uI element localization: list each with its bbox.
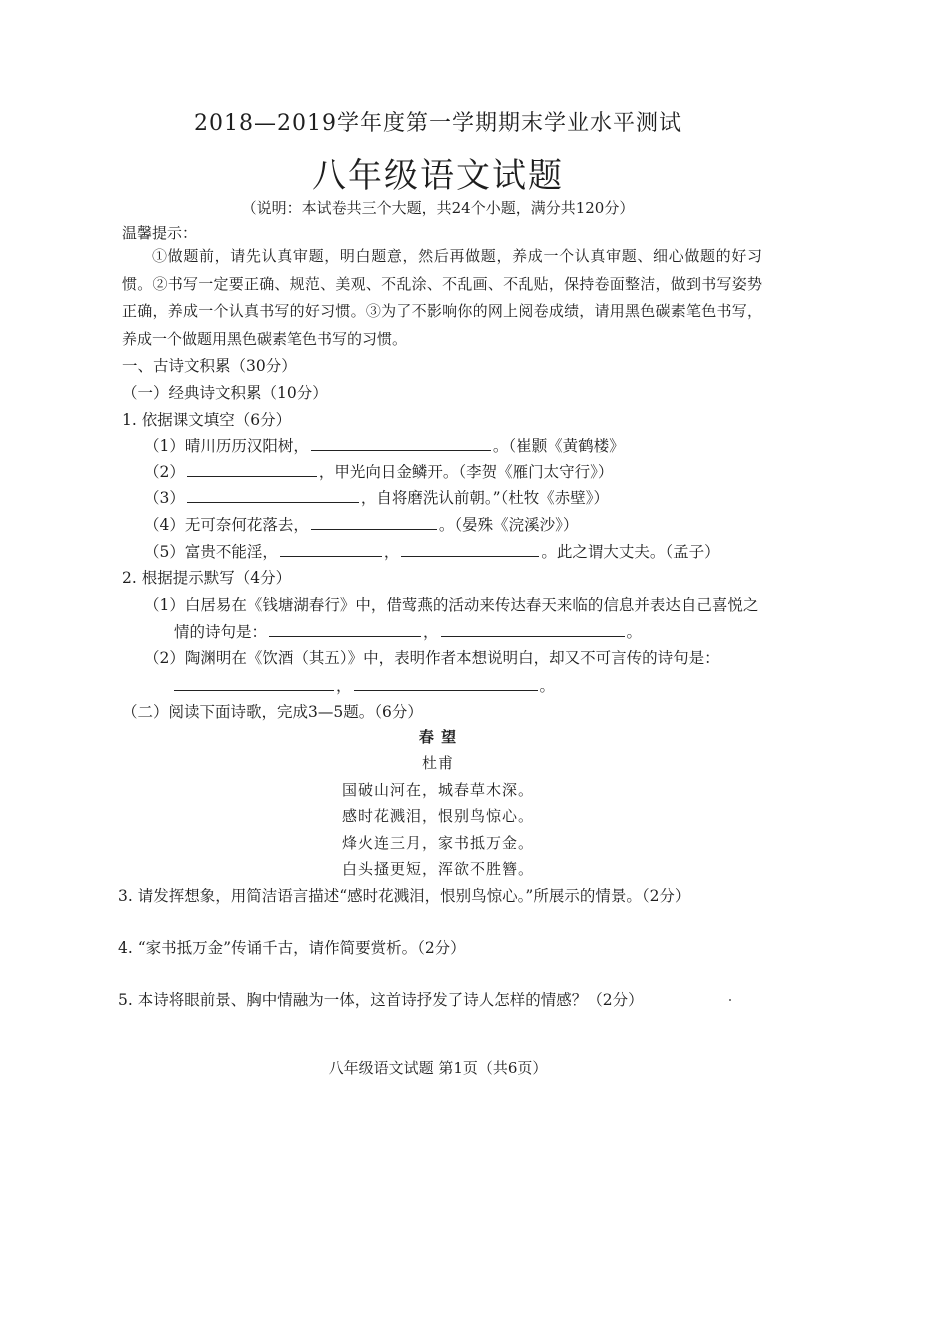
poem-author: 杜甫 [421, 754, 454, 772]
item-number: （2） [144, 463, 185, 481]
poem-line: 国破山河在，城春草木深。 [341, 781, 534, 799]
poem-line: 感时花溅泪，恨别鸟惊心。 [341, 807, 534, 825]
question-2-title: 2. 根据提示默写（4分） [122, 569, 292, 587]
question-1-title: 1. 依据课文填空（6分） [122, 411, 292, 429]
item-text: 情的诗句是： [174, 623, 268, 641]
item-number: （5） [144, 543, 185, 561]
subsection-1-title: （一）经典诗文积累（10分） [122, 384, 328, 402]
item-text: ， [383, 543, 400, 561]
answer-blank[interactable] [280, 540, 382, 557]
question-1-item-5 [144, 540, 720, 562]
answer-blank[interactable] [441, 620, 625, 637]
question-2-item-2-line-2 [172, 674, 555, 696]
subsection-2-title: （二）阅读下面诗歌，完成3—5题。（6分） [122, 703, 423, 721]
answer-blank[interactable] [354, 674, 538, 691]
question-1-item-2 [144, 460, 613, 482]
item-number: （1） [144, 437, 185, 455]
item-text: ，自将磨洗认前朝。”（杜牧《赤壁》） [360, 489, 610, 507]
answer-blank[interactable] [311, 434, 491, 451]
item-text: 晴川历历汉阳树， [184, 437, 309, 455]
exam-main-title: 八年级语文试题 [312, 156, 564, 196]
question-2-item-2-line-1: （2）陶渊明在《饮酒（其五）》中，表明作者本想说明白，却又不可言传的诗句是： [144, 649, 720, 667]
item-text: 。此之谓大丈夫。（孟子） [541, 543, 720, 561]
exam-year-title: 2018—2019学年度第一学期期末学业水平测试 [194, 111, 682, 136]
question-3: 3. 请发挥想象，用简洁语言描述“感时花溅泪，恨别鸟惊心。”所展示的情景。（2分） [118, 887, 691, 905]
page-footer: 八年级语文试题 第1页（共6页） [328, 1059, 548, 1077]
item-text: ， [336, 677, 352, 695]
question-5: 5. 本诗将眼前景、胸中情融为一体，这首诗抒发了诗人怎样的情感？（2分） [118, 991, 644, 1009]
item-text: 无可奈何花落去， [184, 516, 309, 534]
item-text: ，甲光向日金鳞开。（李贺《雁门太守行》） [318, 463, 614, 481]
answer-blank[interactable] [269, 620, 421, 637]
answer-blank[interactable] [311, 513, 437, 530]
poem-line: 白头搔更短，浑欲不胜簪。 [341, 860, 534, 878]
question-2-item-1-line-1: （1）白居易在《钱塘湖春行》中，借莺燕的活动来传达春天来临的信息并表达自己喜悦之 [144, 596, 759, 614]
tips-label: 温馨提示： [122, 224, 198, 242]
poem-line: 烽火连三月，家书抵万金。 [341, 834, 534, 852]
question-2-item-1-line-2 [174, 620, 642, 642]
item-number: （3） [144, 489, 185, 507]
stray-mark [729, 999, 731, 1001]
answer-blank[interactable] [187, 486, 359, 503]
section-1-title: 一、古诗文积累（30分） [122, 357, 297, 375]
item-number: （4） [144, 516, 185, 534]
exam-note: （说明：本试卷共三个大题，共24个小题，满分共120分） [241, 199, 635, 217]
item-text: 。（崔颢《黄鹤楼》 [492, 437, 625, 455]
answer-blank[interactable] [187, 460, 317, 477]
tips-paragraph: ①做题前，请先认真审题，明白题意，然后再做题，养成一个认真审题、细心做题的好习惯。②书写一定要正确、规范、美观、不乱涂、不乱画、不乱贴，保持卷面整洁，做到书写姿势正确，养成一个认真书写的好习惯。③为了不影响你的网上阅卷成绩，请用黑色碳素笔色书写，养成一个做题用黑色碳素笔色书写的习惯。 [122, 247, 762, 348]
question-1-item-4 [144, 513, 578, 535]
item-text: 。（晏殊《浣溪沙》） [438, 516, 579, 534]
answer-blank[interactable] [401, 540, 539, 557]
question-1-item-3 [144, 486, 609, 508]
answer-blank[interactable] [174, 674, 334, 691]
question-1-item-1 [144, 434, 625, 456]
question-4: 4. “家书抵万金”传诵千古，请作简要赏析。（2分） [118, 939, 466, 957]
item-text: ， [423, 623, 439, 641]
item-text: 。 [539, 677, 556, 695]
item-text: 。 [626, 623, 643, 641]
item-text: 富贵不能淫， [184, 543, 278, 561]
poem-title: 春 望 [418, 728, 458, 746]
